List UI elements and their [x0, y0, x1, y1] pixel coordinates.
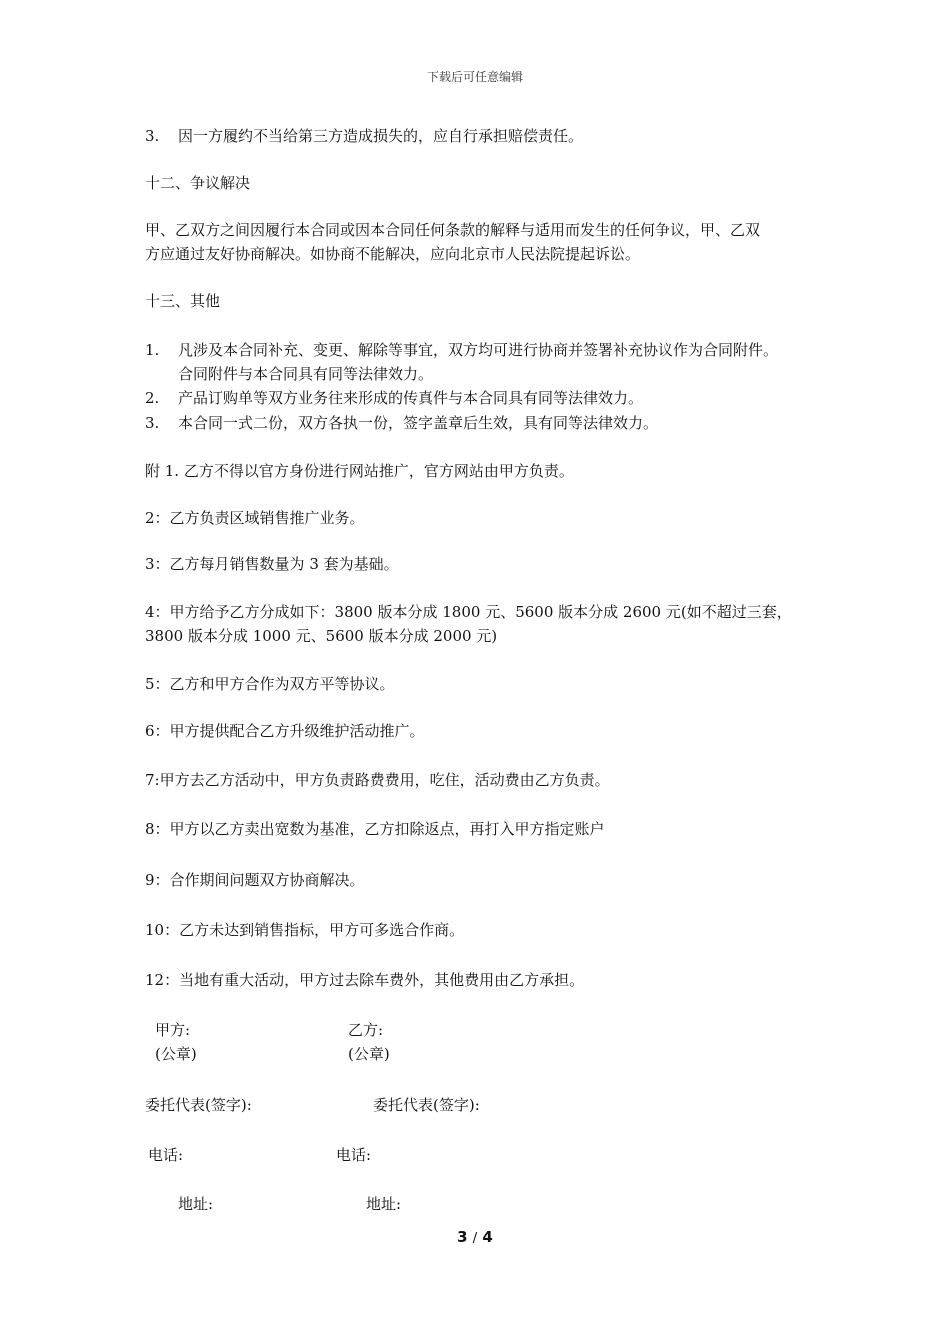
paragraph-line: 甲、乙双方之间因履行本合同或因本合同任何条款的解释与适用而发生的任何争议，甲、乙双	[145, 221, 761, 239]
party-a-representative: 委托代表(签字):	[145, 1096, 252, 1114]
appendix-item: 8：甲方以乙方卖出宽数为基准，乙方扣除返点，再打入甲方指定账户	[145, 820, 605, 838]
list-item-number: 3.	[145, 414, 160, 432]
appendix-item: 9：合作期间问题双方协商解决。	[145, 871, 365, 889]
list-item-text: 因一方履约不当给第三方造成损失的，应自行承担赔偿责任。	[178, 127, 584, 145]
list-item-number: 3.	[145, 127, 160, 145]
party-a-phone: 电话:	[148, 1146, 184, 1164]
appendix-item: 7:甲方去乙方活动中，甲方负责路费费用，吃住，活动费由乙方负责。	[145, 771, 610, 789]
appendix-item: 3800 版本分成 1000 元、5600 版本分成 2000 元)	[145, 627, 498, 645]
party-a-address: 地址:	[178, 1195, 214, 1213]
page-header: 下载后可任意编辑	[426, 70, 523, 84]
page-total: 4	[482, 1228, 493, 1246]
appendix-item: 5：乙方和甲方合作为双方平等协议。	[145, 675, 395, 693]
party-a-seal: (公章)	[155, 1045, 197, 1063]
party-b-phone: 电话:	[336, 1146, 372, 1164]
list-item-text: 合同附件与本合同具有同等法律效力。	[178, 365, 434, 383]
page-number	[0, 1226, 950, 1250]
section-title-dispute: 十二、争议解决	[145, 174, 251, 192]
appendix-item: 2：乙方负责区域销售推广业务。	[145, 509, 365, 527]
page-separator: /	[472, 1231, 478, 1246]
appendix-item: 10：乙方未达到销售指标，甲方可多选合作商。	[145, 921, 465, 939]
page-current: 3	[457, 1228, 468, 1246]
party-b-label: 乙方:	[348, 1021, 384, 1039]
list-item-text: 本合同一式二份，双方各执一份，签字盖章后生效，具有同等法律效力。	[178, 414, 659, 432]
appendix-item: 3：乙方每月销售数量为 3 套为基础。	[145, 555, 399, 573]
appendix-item: 附 1. 乙方不得以官方身份进行网站推广，官方网站由甲方负责。	[145, 462, 574, 480]
list-item-text: 产品订购单等双方业务往来形成的传真件与本合同具有同等法律效力。	[178, 389, 644, 407]
section-title-other: 十三、其他	[145, 292, 221, 310]
party-b-address: 地址:	[366, 1195, 402, 1213]
appendix-item: 6：甲方提供配合乙方升级维护活动推广。	[145, 722, 425, 740]
list-item-number: 1.	[145, 341, 160, 359]
appendix-item: 12：当地有重大活动，甲方过去除车费外，其他费用由乙方承担。	[145, 971, 585, 989]
list-item-text: 凡涉及本合同补充、变更、解除等事宜，双方均可进行协商并签署补充协议作为合同附件。	[178, 341, 779, 359]
paragraph-line: 方应通过友好协商解决。如协商不能解决，应向北京市人民法院提起诉讼。	[145, 245, 641, 263]
party-b-seal: (公章)	[348, 1045, 390, 1063]
appendix-item: 4：甲方给予乙方分成如下：3800 版本分成 1800 元、5600 版本分成 2600 元(如不超过三套，	[145, 603, 792, 621]
list-item-number: 2.	[145, 389, 160, 407]
party-b-representative: 委托代表(签字):	[373, 1096, 480, 1114]
party-a-label: 甲方:	[155, 1021, 191, 1039]
